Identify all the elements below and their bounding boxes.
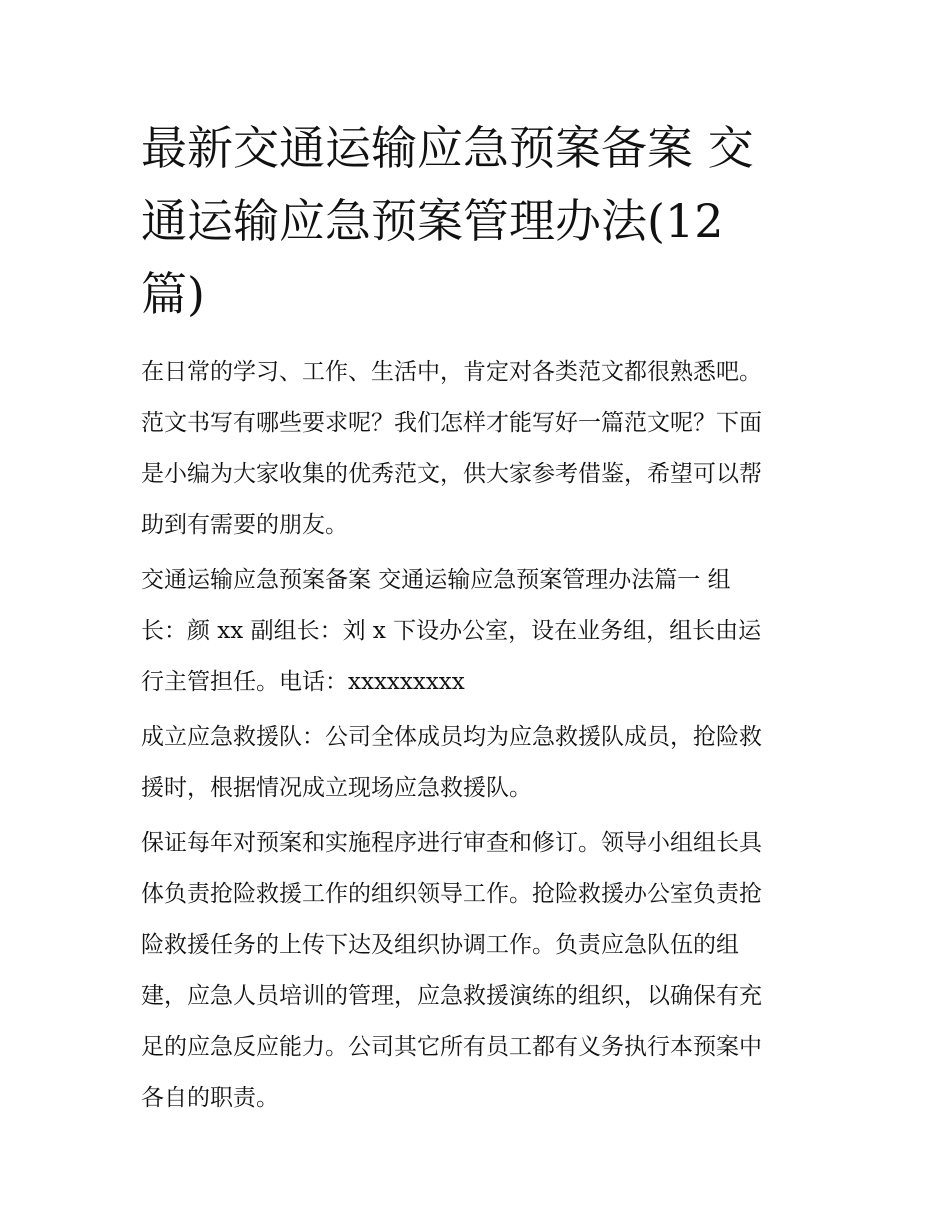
rescue-team-paragraph <box>141 712 813 814</box>
text-line: 足的应急反应能力。公司其它所有员工都有义务执行本预案中 <box>141 1034 762 1060</box>
text-line: 长：颜 xx 副组长：刘 x 下设办公室，设在业务组，组长由运 <box>141 618 762 644</box>
intro-paragraph <box>141 347 813 551</box>
text-line: 助到有需要的朋友。 <box>141 512 348 538</box>
text-line: 在日常的学习、工作、生活中，肯定对各类范文都很熟悉吧。 <box>141 359 762 385</box>
text-line: 成立应急救援队：公司全体成员均为应急救援队成员，抢险救 <box>141 724 762 750</box>
text-line: 援时，根据情况成立现场应急救援队。 <box>141 775 532 801</box>
text-line: 保证每年对预案和实施程序进行审查和修订。领导小组组长具 <box>141 830 762 856</box>
text-line: 交通运输应急预案备案 交通运输应急预案管理办法篇一 组 <box>141 567 731 593</box>
title-line: 通运输应急预案管理办法(12 <box>141 194 724 248</box>
section-one-paragraph <box>141 555 813 708</box>
title-line: 最新交通运输应急预案备案 交 <box>141 121 754 175</box>
text-line: 体负责抢险救援工作的组织领导工作。抢险救援办公室负责抢 <box>141 881 762 907</box>
text-line: 行主管担任。电话：xxxxxxxxx <box>141 669 465 695</box>
title-line: 篇) <box>141 267 205 321</box>
text-line: 险救援任务的上传下达及组织协调工作。负责应急队伍的组 <box>141 932 739 958</box>
document-page <box>141 112 813 1124</box>
document-title <box>141 112 813 331</box>
review-paragraph <box>141 818 813 1124</box>
text-line: 是小编为大家收集的优秀范文，供大家参考借鉴，希望可以帮 <box>141 461 762 487</box>
text-line: 各自的职责。 <box>141 1085 279 1111</box>
text-line: 范文书写有哪些要求呢？我们怎样才能写好一篇范文呢？下面 <box>141 410 762 436</box>
text-line: 建，应急人员培训的管理，应急救援演练的组织，以确保有充 <box>141 983 762 1009</box>
